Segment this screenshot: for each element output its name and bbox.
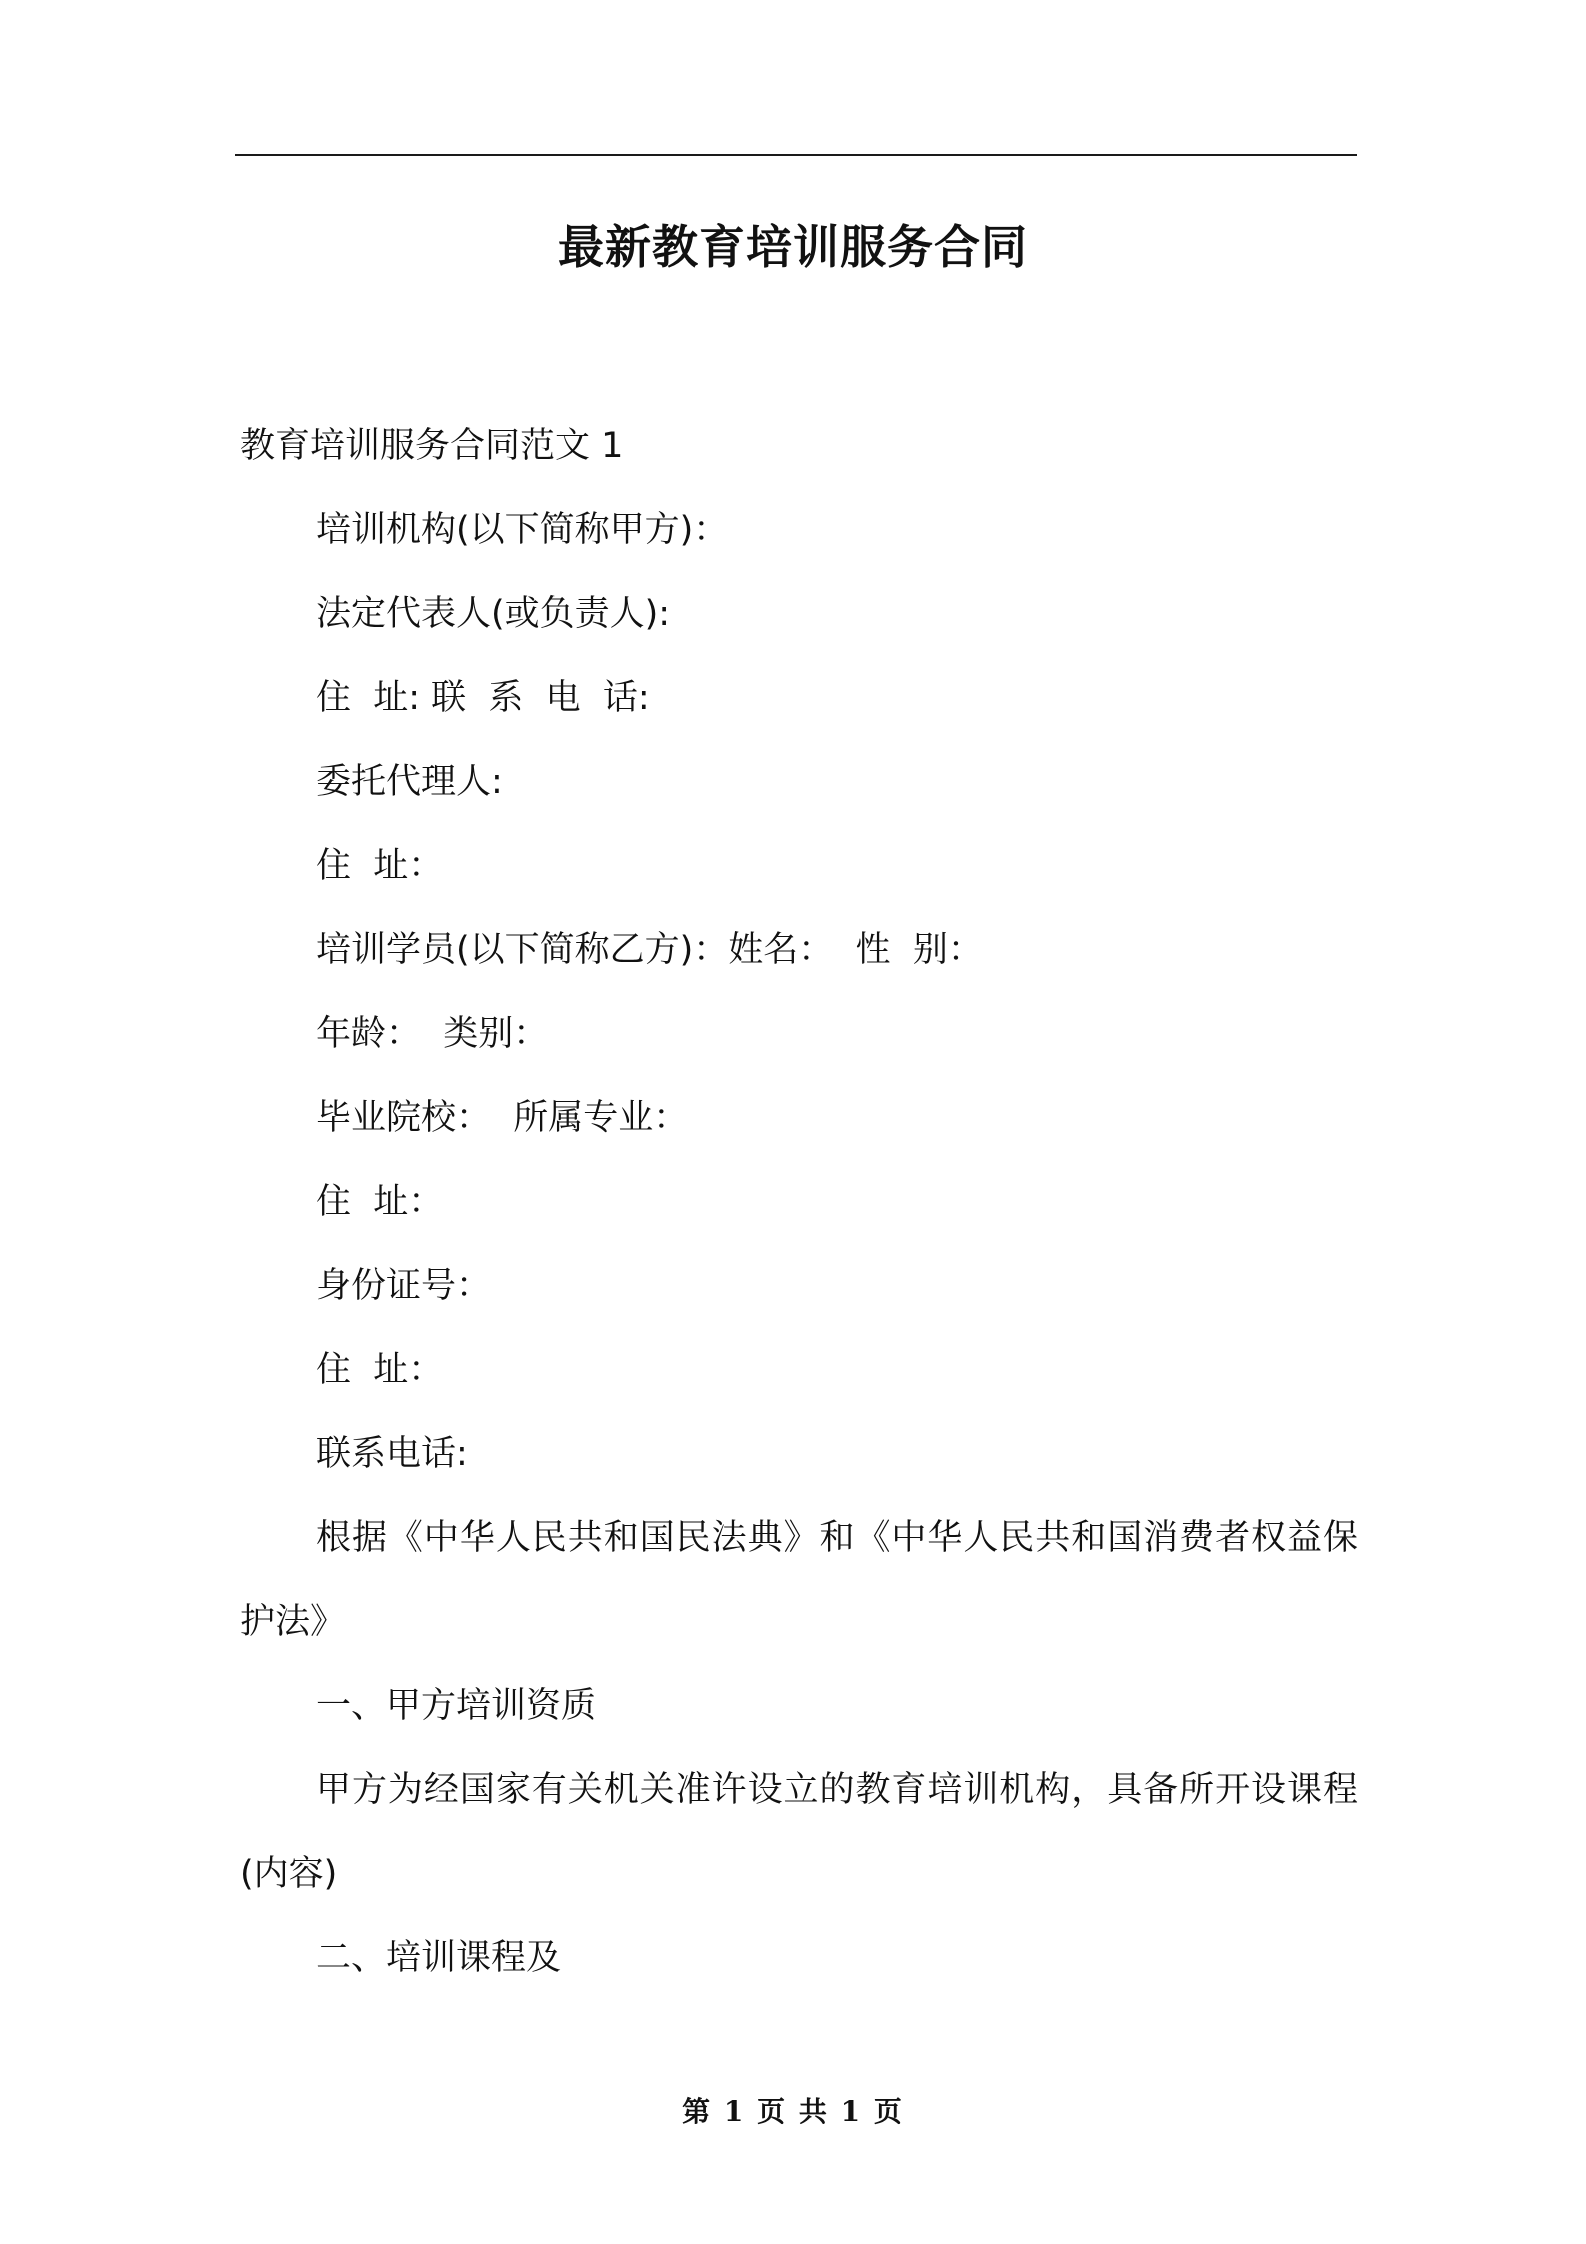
clause-heading-2: 二、培训课程及 [316, 1938, 562, 1978]
document-body [240, 404, 1358, 2000]
field-address: 住 址： [316, 1350, 444, 1390]
document-title: 最新教育培训服务合同 [558, 220, 1028, 274]
field-party-a: 培训机构(以下简称甲方)： [316, 510, 729, 550]
field-id-number: 身份证号： [316, 1266, 492, 1306]
section-heading: 教育培训服务合同范文 1 [240, 426, 624, 466]
field-contact-phone: 联系电话: [316, 1434, 468, 1474]
field-age-category: 年龄： 类别： [316, 1014, 549, 1054]
clause-paragraph-1: 甲方为经国家有关机关准许设立的教育培训机构，具备所开设课程(内容) [240, 1770, 1358, 1894]
field-address-phone: 住 址: 联 系 电 话: [316, 678, 650, 718]
field-party-b: 培训学员(以下简称乙方)：姓名： 性 别： [316, 930, 983, 970]
field-address: 住 址： [316, 846, 444, 886]
field-agent: 委托代理人: [316, 762, 503, 802]
field-school-major: 毕业院校： 所属专业： [316, 1098, 689, 1138]
page-footer: 第 1 页 共 1 页 [682, 2095, 904, 2128]
field-address: 住 址： [316, 1182, 444, 1222]
legal-basis-paragraph: 根据《中华人民共和国民法典》和《中华人民共和国消费者权益保护法》 [240, 1518, 1358, 1642]
header-rule [235, 154, 1357, 156]
clause-heading-1: 一、甲方培训资质 [316, 1686, 597, 1726]
field-legal-representative: 法定代表人(或负责人): [316, 594, 671, 634]
